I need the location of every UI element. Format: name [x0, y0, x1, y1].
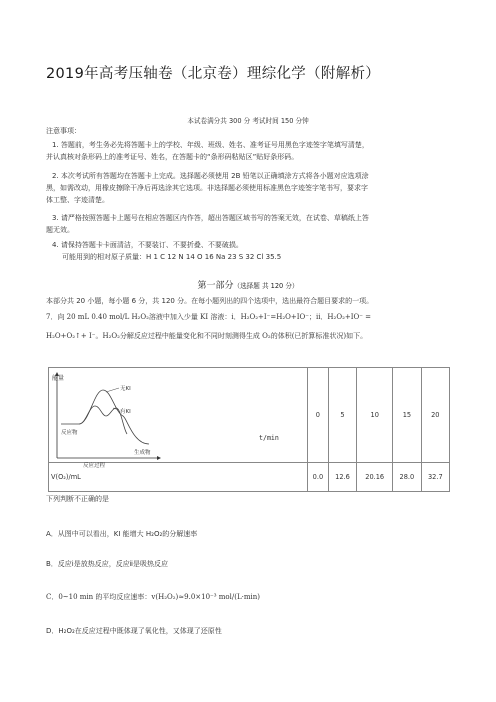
- volume-cell: 20.16: [357, 463, 393, 492]
- time-cell: 10: [357, 368, 393, 463]
- time-cell: 5: [328, 368, 356, 463]
- time-cell: 15: [393, 368, 421, 463]
- energy-diagram-cell: [49, 368, 308, 469]
- option-d: D．H₂O₂在反应过程中既体现了氧化性，又体现了还原性: [46, 627, 222, 635]
- volume-cell: 12.6: [328, 463, 356, 492]
- o2-volume-table: [48, 367, 450, 492]
- option-a: A．从图中可以看出，KI 能增大 H₂O₂的分解速率: [46, 530, 198, 538]
- note-line: 4. 请保持答题卡卡面清洁，不要装订、不要折叠、不要破损。: [52, 241, 243, 249]
- volume-label-cell: V(O₂)/mL: [49, 463, 308, 492]
- volume-cell: 0.0: [308, 463, 329, 492]
- part-title-main: 第一部分: [197, 281, 234, 291]
- part-title: [0, 278, 496, 291]
- question-7-line-2: H₂O+O₂↑+ I⁻。H₂O₂分解反应过程中能量变化和不同时刻测得生成 O₂的体积(已折算标准状况)如下。: [46, 332, 368, 340]
- option-c: C．0~10 min 的平均反应速率：v(H₂O₂)≈9.0×10⁻³ mol/(L·min): [46, 593, 260, 601]
- note-line: 体工整、字迹清楚。: [46, 196, 109, 204]
- exam-subtitle: 本试卷满分共 300 分 考试时间 150 分钟: [187, 117, 309, 125]
- note-line: 3. 请严格按照答题卡上题号在相应答题区内作答，超出答题区域书写的答案无效，在试卷、草稿纸上答: [52, 214, 369, 222]
- reactant-label: 反应物: [61, 430, 78, 436]
- energy-label: 能量: [52, 375, 65, 382]
- no-ki-label: 无KI: [120, 386, 131, 392]
- question-7-line-1: 7．向 20 mL 0.40 mol/L H₂O₂溶液中加入少量 KI 溶液：ⅰ．H₂O₂+I⁻=H₂O+IO⁻；ⅱ．H₂O₂+IO⁻ =: [46, 313, 372, 321]
- time-cell: 0: [308, 368, 329, 463]
- atomic-mass-line: 可能用到的相对原子质量：H 1 C 12 N 14 O 16 Na 23 S 32 Cl 35.5: [62, 253, 282, 261]
- reaction-process-label: 反应过程: [83, 463, 106, 469]
- product-label: 生成物: [134, 450, 151, 456]
- energy-diagram: [49, 368, 307, 469]
- no-ki-pointer: [106, 388, 119, 392]
- note-line: 黑，如需改动，用橡皮擦除干净后再选涂其它选项。非选择题必须使用标准黑色字迹签字笔书写，要求字: [46, 184, 368, 192]
- volume-cell: 32.7: [421, 463, 449, 492]
- note-line: 2. 本次考试所有答题均在答题卡上完成。选择题必须使用 2B 铅笔以正确填涂方式将各小题对应选项涂: [52, 172, 369, 180]
- option-b: B．反应ⅰ是放热反应，反应ⅱ是吸热反应: [46, 560, 168, 568]
- part-intro: 本部分共 20 小题，每小题 6 分，共 120 分。在每小题列出的四个选项中，选出最符合题目要求的一项。: [46, 297, 374, 305]
- volume-cell: 28.0: [393, 463, 421, 492]
- time-label: t/min: [259, 434, 279, 442]
- notes-heading: 注意事项：: [46, 127, 81, 135]
- question-stem: 下列判断不正确的是: [46, 495, 109, 503]
- part-title-sub: （选择题 共 120 分）: [233, 282, 299, 290]
- note-line: 题无效。: [46, 226, 74, 234]
- note-line: 并认真核对条形码上的准考证号、姓名，在答题卡的“条形码粘贴区”贴好条形码。: [46, 153, 299, 161]
- exam-title: 2019年高考压轴卷（北京卷）理综化学（附解析）: [46, 66, 381, 82]
- time-cell: 20: [421, 368, 449, 463]
- note-line: 1. 答题前，考生务必先将答题卡上的学校、年级、班级、姓名、准考证号用黑色字迹签字笔填写清楚，: [52, 141, 369, 149]
- with-ki-label: 有KI: [120, 409, 131, 415]
